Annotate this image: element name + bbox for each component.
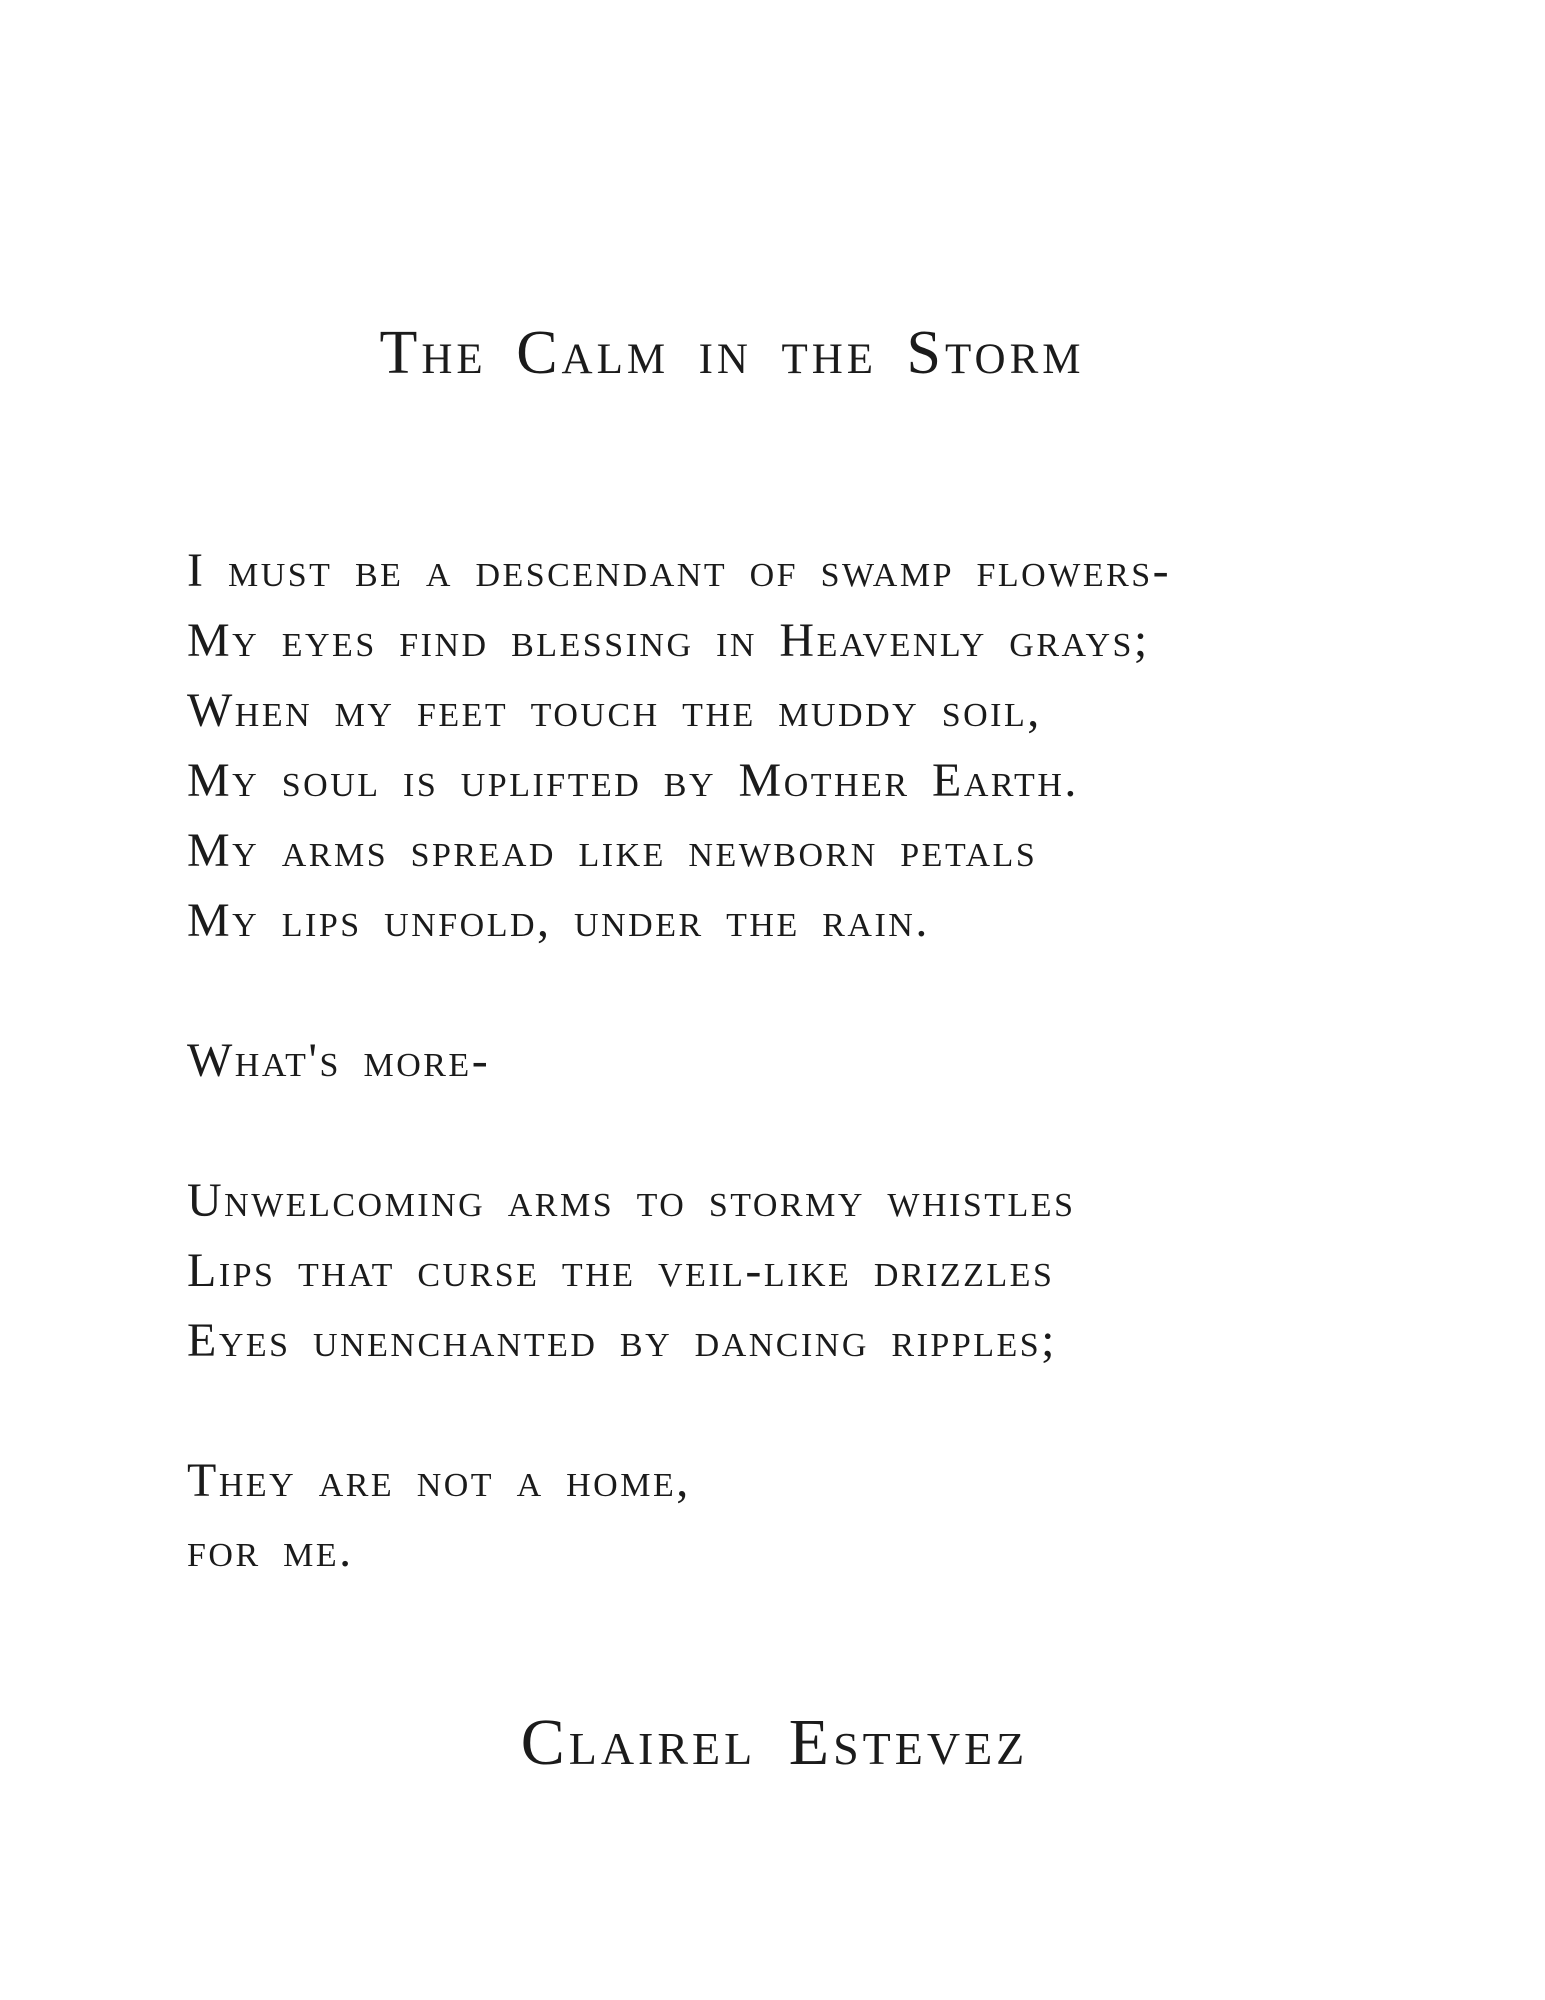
- poem-line: Unwelcoming arms to stormy whistles: [187, 1174, 1076, 1227]
- poem-line: Lips that curse the veil-like drizzles: [187, 1244, 1055, 1297]
- author-name: Clairel Estevez: [520, 1706, 1029, 1779]
- poem-line: I must be a descendant of swamp flowers-: [187, 544, 1172, 597]
- poem-line: My lips unfold, under the rain.: [187, 894, 930, 947]
- poem-line: Eyes unenchanted by dancing ripples;: [187, 1314, 1058, 1367]
- poem-line: for me.: [187, 1524, 354, 1577]
- poem-line: When my feet touch the muddy soil,: [187, 684, 1042, 737]
- stanza-4: [187, 1446, 1545, 1586]
- poem-title: The Calm in the Storm: [379, 319, 1085, 387]
- stanza-1: [187, 536, 1545, 956]
- poem-line: They are not a home,: [187, 1454, 691, 1507]
- poem-line: What's more-: [187, 1034, 491, 1087]
- poem-line: My soul is uplifted by Mother Earth.: [187, 754, 1079, 807]
- stanza-2: [187, 1026, 1545, 1096]
- poem-line: My eyes find blessing in Heavenly grays;: [187, 614, 1150, 667]
- stanza-3: [187, 1166, 1545, 1376]
- poem-line: My arms spread like newborn petals: [187, 824, 1038, 877]
